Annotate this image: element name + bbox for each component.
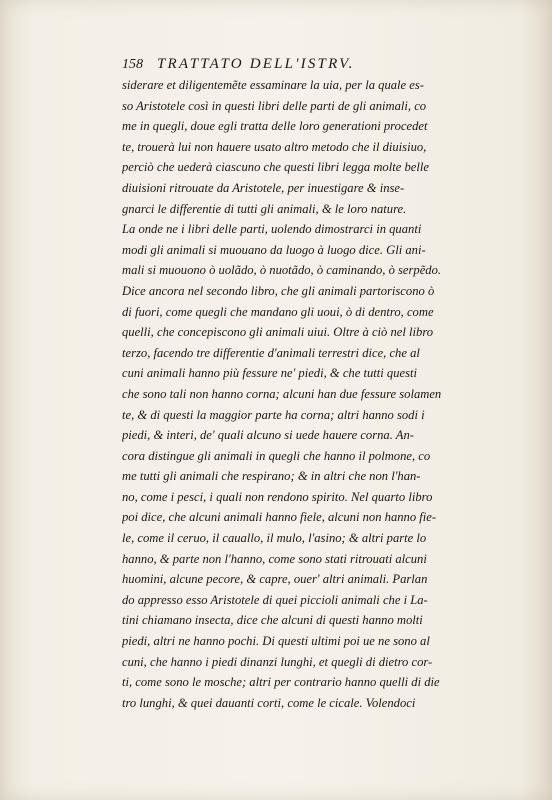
running-head: TRATTATO DELL'ISTRV. bbox=[157, 56, 355, 72]
text-line: no, come i pesci, i quali non rendono spirito. Nel quarto libro bbox=[122, 489, 433, 504]
text-line: te, & di questi la maggior parte ha corna; altri hanno sodi i bbox=[122, 407, 425, 422]
text-line: siderare et diligentemẽte essaminare la uia, per la quale es- bbox=[122, 78, 424, 92]
text-line: me tutti gli animali che respirano; & in altri che non l'han- bbox=[122, 469, 421, 484]
text-line: tro lunghi, & quei dauanti corti, come le cicale. Volendoci bbox=[122, 695, 416, 710]
text-line: quelli, che concepiscono gli animali uiui. Oltre à ciò nel libro bbox=[122, 325, 434, 340]
text-line: te, trouerà lui non hauere usato altro metodo che il diuisiuo, bbox=[122, 139, 427, 154]
text-line: tini chiamano insecta, dice che alcuni di questi hanno molti bbox=[122, 613, 423, 628]
text-line: La onde ne i libri delle parti, uolendo dimostrarci in quanti bbox=[122, 222, 422, 237]
text-line: do appresso esso Aristotele di quei piccioli animali che i La- bbox=[122, 592, 428, 607]
text-line: Dice ancora nel secondo libro, che gli animali partoriscono ò bbox=[122, 283, 435, 298]
text-line: piedi, altri ne hanno pochi. Di questi ultimi poi ue ne sono al bbox=[122, 634, 430, 649]
text-line: perciò che uederà ciascuno che questi libri legga molte belle bbox=[122, 160, 429, 175]
text-line: cuni, che hanno i piedi dinanzi lunghi, et quegli di dietro cor- bbox=[122, 654, 433, 669]
text-line: cuni animali hanno più fessure ne' piedi, & che tutti questi bbox=[122, 366, 417, 381]
text-line: poi dice, che alcuni animali hanno fiele, alcuni non hanno fie- bbox=[122, 510, 437, 525]
text-line: gnarci le differentie di tutti gli animali, & le loro nature. bbox=[122, 201, 407, 216]
text-line: me in quegli, doue egli tratta delle loro generationi procedet bbox=[122, 119, 428, 134]
text-line: hanno, & parte non l'hanno, come sono stati ritrouati alcuni bbox=[122, 551, 427, 566]
page-number: 158 bbox=[122, 57, 143, 72]
body-text bbox=[122, 75, 454, 713]
text-line: cora distingue gli animali in quegli che hanno il polmone, co bbox=[122, 448, 431, 463]
text-line: di fuori, come quegli che mandano gli uoui, ò di dentro, come bbox=[122, 304, 434, 319]
text-line: ti, come sono le mosche; altri per contrario hanno quelli di die bbox=[122, 675, 440, 690]
text-line: huomini, alcune pecore, & capre, ouer' altri animali. Parlan bbox=[122, 572, 428, 587]
text-line: che sono tali non hanno corna; alcuni han due fessure solamen bbox=[122, 386, 442, 401]
text-line: piedi, & interi, de' quali alcuno si uede hauere corna. An- bbox=[122, 428, 414, 443]
text-line: le, come il ceruo, il cauallo, il mulo, l'asino; & altri parte lo bbox=[122, 531, 427, 546]
text-line: terzo, facendo tre differentie d'animali terrestri dice, che al bbox=[122, 345, 420, 360]
text-line: mali si muouono ò uolãdo, ò nuotãdo, ò caminando, ò serpẽdo. bbox=[122, 263, 442, 278]
text-line: diuisioni ritrouate da Aristotele, per inuestigare & inse- bbox=[122, 180, 405, 195]
text-line: modi gli animali si muouano da luogo à luogo dice. Gli ani- bbox=[122, 242, 426, 257]
text-line: so Aristotele così in questi libri delle parti de gli animali, co bbox=[122, 98, 427, 113]
